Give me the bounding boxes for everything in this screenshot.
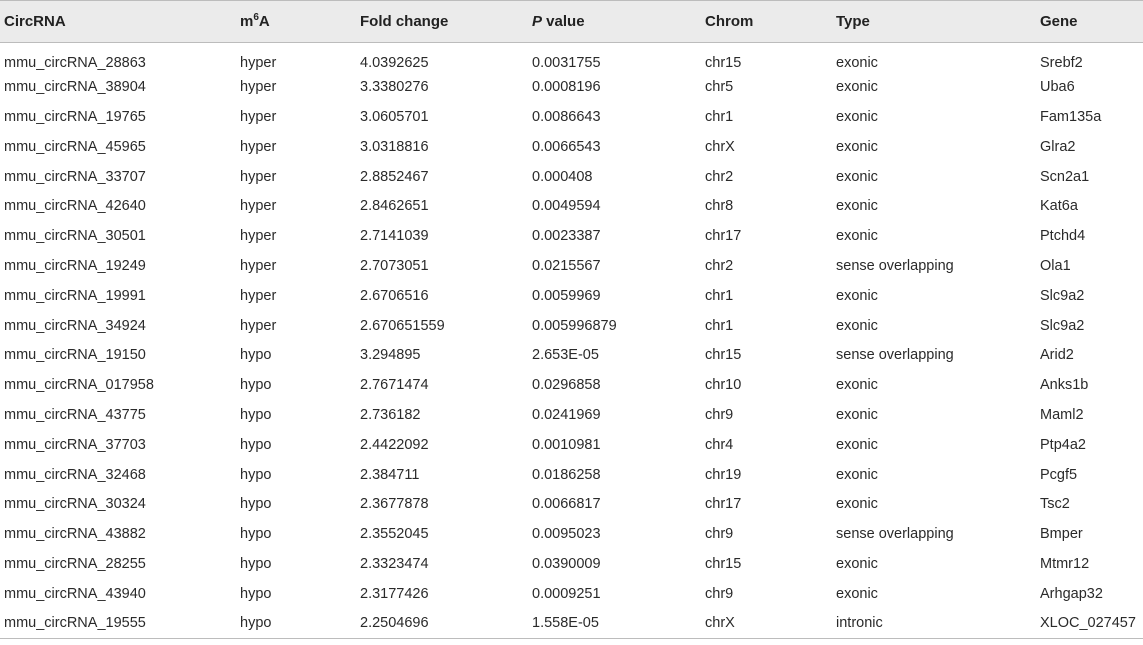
cell-gene: Slc9a2 (1040, 317, 1085, 334)
table-row (0, 609, 1143, 639)
cell-chrom: chr4 (705, 436, 734, 453)
table-row (0, 102, 1143, 132)
cell-fold-change: 2.8462651 (360, 198, 429, 215)
cell-type: exonic (836, 496, 878, 513)
cell-fold-change: 2.7671474 (360, 377, 429, 394)
cell-circrna: mmu_circRNA_017958 (4, 377, 154, 394)
cell-gene: Anks1b (1040, 377, 1089, 394)
cell-chrom: chr17 (705, 496, 742, 513)
cell-chrom: chr2 (705, 168, 734, 185)
header-fold-change: Fold change (356, 1, 528, 43)
cell-type: exonic (836, 317, 878, 334)
cell-p-value: 0.0086643 (532, 108, 601, 125)
cell-gene: Ptp4a2 (1040, 436, 1086, 453)
cell-p-value: 0.0059969 (532, 287, 601, 304)
cell-gene: Glra2 (1040, 138, 1076, 155)
cell-gene: Fam135a (1040, 108, 1102, 125)
cell-gene: Arid2 (1040, 347, 1074, 364)
cell-fold-change: 2.736182 (360, 406, 421, 423)
table-row (0, 221, 1143, 251)
cell-m6a: hypo (240, 585, 272, 602)
cell-circrna: mmu_circRNA_19991 (4, 287, 146, 304)
cell-circrna: mmu_circRNA_19249 (4, 257, 146, 274)
cell-type: exonic (836, 198, 878, 215)
cell-gene: Srebf2 (1040, 54, 1083, 71)
cell-type: exonic (836, 436, 878, 453)
cell-m6a: hyper (240, 228, 277, 245)
cell-p-value: 0.0009251 (532, 585, 601, 602)
cell-gene: Bmper (1040, 526, 1083, 543)
cell-m6a: hypo (240, 555, 272, 572)
header-type: Type (832, 1, 1036, 43)
header-m6a-base: m (240, 13, 254, 30)
cell-gene: Slc9a2 (1040, 287, 1085, 304)
cell-fold-change: 2.3677878 (360, 496, 429, 513)
cell-circrna: mmu_circRNA_19765 (4, 108, 146, 125)
table-row (0, 549, 1143, 579)
cell-p-value: 0.0241969 (532, 406, 601, 423)
header-m6a-tail: A (258, 13, 270, 30)
cell-fold-change: 4.0392625 (360, 54, 429, 71)
cell-gene: Ptchd4 (1040, 228, 1086, 245)
cell-type: sense overlapping (836, 257, 954, 274)
table-row (0, 162, 1143, 192)
cell-p-value: 0.0008196 (532, 79, 601, 96)
cell-gene: Mtmr12 (1040, 555, 1090, 572)
table-row (0, 132, 1143, 162)
cell-fold-change: 3.0605701 (360, 108, 429, 125)
cell-type: exonic (836, 54, 878, 71)
cell-m6a: hypo (240, 496, 272, 513)
cell-fold-change: 2.7141039 (360, 228, 429, 245)
cell-type: exonic (836, 79, 878, 96)
cell-circrna: mmu_circRNA_30324 (4, 496, 146, 513)
cell-circrna: mmu_circRNA_34924 (4, 317, 146, 334)
cell-gene: Uba6 (1040, 79, 1075, 96)
cell-chrom: chr10 (705, 377, 742, 394)
cell-chrom: chr15 (705, 347, 742, 364)
header-m6a (236, 1, 356, 43)
header-p-tail: value (542, 13, 585, 30)
table-row (0, 281, 1143, 311)
cell-m6a: hyper (240, 54, 277, 71)
table-row (0, 311, 1143, 341)
cell-circrna: mmu_circRNA_37703 (4, 436, 146, 453)
cell-chrom: chrX (705, 138, 735, 155)
table-row (0, 489, 1143, 519)
cell-m6a: hypo (236, 609, 356, 639)
cell-circrna: mmu_circRNA_19555 (0, 609, 236, 639)
table-row (0, 400, 1143, 430)
cell-chrom: chr17 (705, 228, 742, 245)
cell-fold-change: 2.3552045 (360, 526, 429, 543)
cell-circrna: mmu_circRNA_19150 (4, 347, 146, 364)
table-row (0, 72, 1143, 102)
cell-chrom: chr8 (705, 198, 734, 215)
table-row (0, 519, 1143, 549)
cell-type: exonic (836, 585, 878, 602)
cell-fold-change: 2.7073051 (360, 257, 429, 274)
cell-m6a: hyper (240, 317, 277, 334)
table-row (0, 43, 1143, 73)
cell-chrom: chr9 (705, 526, 734, 543)
cell-p-value: 0.0186258 (532, 466, 601, 483)
cell-chrom: chr1 (705, 317, 734, 334)
cell-chrom: chr1 (705, 108, 734, 125)
cell-circrna: mmu_circRNA_28863 (4, 54, 146, 71)
cell-m6a: hyper (240, 138, 277, 155)
cell-type: exonic (836, 168, 878, 185)
cell-fold-change: 3.3380276 (360, 79, 429, 96)
cell-circrna: mmu_circRNA_33707 (4, 168, 146, 185)
cell-m6a: hypo (240, 406, 272, 423)
table-row (0, 460, 1143, 490)
cell-fold-change: 2.4422092 (360, 436, 429, 453)
cell-m6a: hyper (240, 79, 277, 96)
cell-m6a: hyper (240, 108, 277, 125)
cell-gene: Arhgap32 (1040, 585, 1103, 602)
header-row (0, 1, 1143, 43)
table-row (0, 579, 1143, 609)
cell-m6a: hypo (240, 466, 272, 483)
cell-p-value: 0.0010981 (532, 436, 601, 453)
cell-gene: Maml2 (1040, 406, 1084, 423)
cell-p-value: 0.0023387 (532, 228, 601, 245)
cell-gene: Ola1 (1040, 257, 1071, 274)
cell-chrom: chr15 (705, 555, 742, 572)
cell-circrna: mmu_circRNA_45965 (4, 138, 146, 155)
cell-type: intronic (832, 609, 1036, 639)
cell-fold-change: 2.8852467 (360, 168, 429, 185)
cell-chrom: chr1 (705, 287, 734, 304)
cell-chrom: chr9 (705, 585, 734, 602)
cell-chrom: chr5 (705, 79, 734, 96)
cell-gene: Tsc2 (1040, 496, 1070, 513)
cell-chrom: chr9 (705, 406, 734, 423)
cell-fold-change: 3.294895 (360, 347, 421, 364)
cell-circrna: mmu_circRNA_43882 (4, 526, 146, 543)
cell-type: exonic (836, 406, 878, 423)
cell-type: exonic (836, 555, 878, 572)
cell-p-value: 0.005996879 (532, 317, 617, 334)
cell-gene: Scn2a1 (1040, 168, 1090, 185)
cell-m6a: hypo (240, 377, 272, 394)
cell-p-value: 2.653E-05 (532, 347, 599, 364)
header-p-italic: P (532, 13, 543, 30)
table-row (0, 370, 1143, 400)
cell-chrom: chr2 (705, 257, 734, 274)
cell-p-value: 0.0296858 (532, 377, 601, 394)
table-body (0, 43, 1143, 639)
cell-p-value: 0.000408 (532, 168, 593, 185)
cell-circrna: mmu_circRNA_42640 (4, 198, 146, 215)
cell-p-value: 0.0066543 (532, 138, 601, 155)
cell-circrna: mmu_circRNA_43775 (4, 406, 146, 423)
cell-type: exonic (836, 377, 878, 394)
cell-circrna: mmu_circRNA_38904 (4, 79, 146, 96)
cell-gene: XLOC_027457 (1036, 609, 1143, 639)
cell-circrna: mmu_circRNA_43940 (4, 585, 146, 602)
header-chrom: Chrom (701, 1, 832, 43)
cell-type: sense overlapping (836, 347, 954, 364)
cell-type: sense overlapping (836, 526, 954, 543)
header-m6a-superscript: 6 (253, 12, 259, 23)
cell-circrna: mmu_circRNA_32468 (4, 466, 146, 483)
cell-p-value: 0.0031755 (532, 54, 601, 71)
cell-p-value: 0.0066817 (532, 496, 601, 513)
table-header (0, 1, 1143, 43)
cell-type: exonic (836, 466, 878, 483)
cell-type: exonic (836, 108, 878, 125)
table-row (0, 191, 1143, 221)
cell-m6a: hyper (240, 287, 277, 304)
cell-chrom: chrX (701, 609, 832, 639)
table-row (0, 430, 1143, 460)
cell-chrom: chr19 (705, 466, 742, 483)
cell-fold-change: 2.3177426 (360, 585, 429, 602)
cell-fold-change: 2.384711 (360, 466, 420, 483)
cell-type: exonic (836, 287, 878, 304)
cell-fold-change: 2.6706516 (360, 287, 429, 304)
cell-chrom: chr15 (705, 54, 742, 71)
cell-p-value: 0.0095023 (532, 526, 601, 543)
cell-fold-change: 2.670651559 (360, 317, 445, 334)
table-row (0, 251, 1143, 281)
cell-type: exonic (836, 228, 878, 245)
cell-type: exonic (836, 138, 878, 155)
cell-fold-change: 3.0318816 (360, 138, 429, 155)
cell-p-value: 0.0390009 (532, 555, 601, 572)
cell-m6a: hyper (240, 168, 277, 185)
cell-m6a: hyper (240, 257, 277, 274)
cell-gene: Kat6a (1040, 198, 1078, 215)
cell-m6a: hypo (240, 347, 272, 364)
header-gene: Gene (1036, 1, 1143, 43)
cell-p-value: 0.0049594 (532, 198, 601, 215)
cell-m6a: hypo (240, 436, 272, 453)
cell-circrna: mmu_circRNA_30501 (4, 228, 146, 245)
cell-p-value: 0.0215567 (532, 257, 601, 274)
cell-m6a: hyper (240, 198, 277, 215)
cell-fold-change: 2.3323474 (360, 555, 429, 572)
table-row (0, 340, 1143, 370)
header-p-value (528, 1, 701, 43)
cell-m6a: hypo (240, 526, 272, 543)
cell-gene: Pcgf5 (1040, 466, 1078, 483)
cell-fold-change: 2.2504696 (356, 609, 528, 639)
cell-p-value: 1.558E-05 (528, 609, 701, 639)
header-circrna: CircRNA (0, 1, 236, 43)
cell-circrna: mmu_circRNA_28255 (4, 555, 146, 572)
